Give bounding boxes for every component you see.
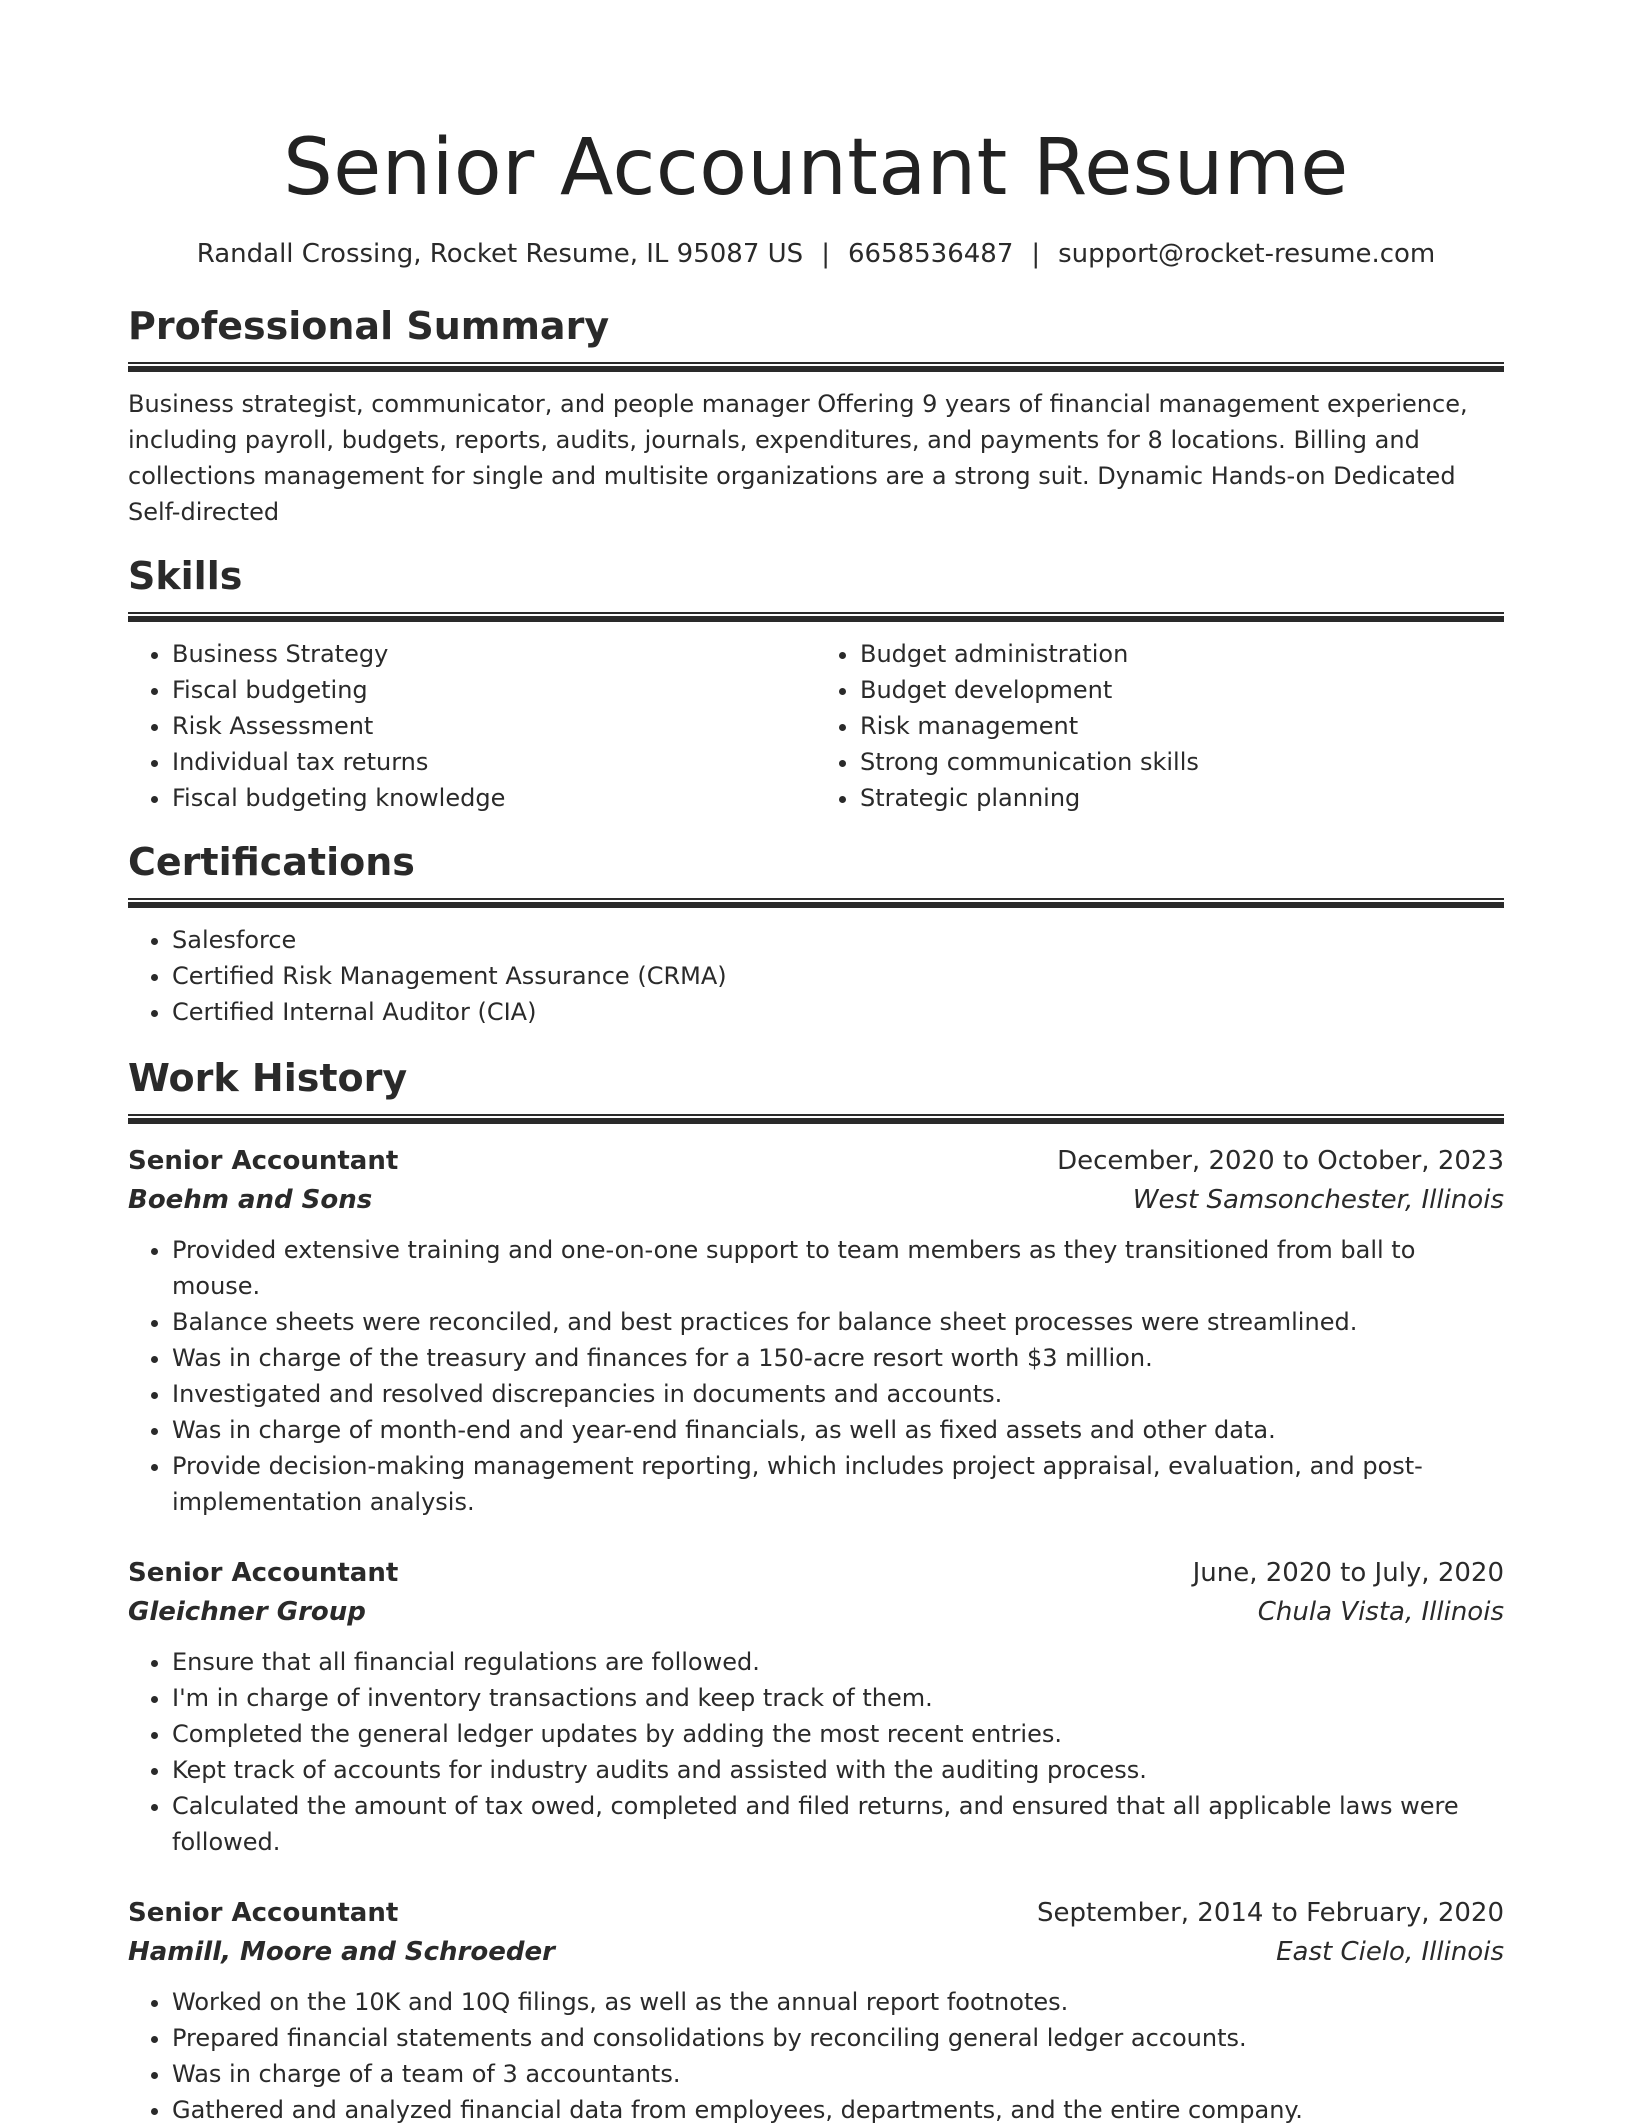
job-bullets <box>128 1644 1504 1860</box>
list-item: • Budget development <box>860 672 1504 708</box>
job-entry <box>128 1142 1504 1520</box>
list-item: • Certified Risk Management Assurance (CRMA) <box>172 958 1504 994</box>
skills-section <box>128 550 1504 816</box>
list-item: • Risk management <box>860 708 1504 744</box>
list-item: • Ensure that all financial regulations are followed. <box>172 1644 1504 1680</box>
summary-text: Business strategist, communicator, and people manager Offering 9 years of financial management experience, including payroll, budgets, reports, audits, journals, expenditures, and payments for 8 locations. Billing and collections management for single and multisite organizations are a strong suit. Dynamic Hands-on Dedicated Self-directed <box>128 390 1468 526</box>
list-item: • Provide decision-making management reporting, which includes project appraisal, evaluation, and post-implementation analysis. <box>172 1448 1504 1520</box>
list-item: • Certified Internal Auditor (CIA) <box>172 994 1504 1030</box>
list-item: • Kept track of accounts for industry audits and assisted with the auditing process. <box>172 1752 1504 1788</box>
separator: | <box>821 239 830 269</box>
job-dates: September, 2014 to February, 2020 <box>1037 1898 1504 1928</box>
job-company: Hamill, Moore and Schroeder <box>128 1937 555 1967</box>
email: support@rocket-resume.com <box>1058 239 1436 269</box>
list-item: • Was in charge of the treasury and finances for a 150-acre resort worth $3 million. <box>172 1340 1504 1376</box>
list-item: • I'm in charge of inventory transactions and keep track of them. <box>172 1680 1504 1716</box>
section-divider <box>128 1114 1504 1124</box>
phone: 6658536487 <box>847 239 1014 269</box>
job-title: Senior Accountant <box>128 1898 399 1928</box>
list-item: • Was in charge of month-end and year-end financials, as well as fixed assets and other data. <box>172 1412 1504 1448</box>
certifications-list <box>128 922 1504 1030</box>
list-item: • Investigated and resolved discrepancies in documents and accounts. <box>172 1376 1504 1412</box>
list-item: • Provided extensive training and one-on-one support to team members as they transitioned from ball to mouse. <box>172 1232 1504 1304</box>
list-item: • Worked on the 10K and 10Q filings, as well as the annual report footnotes. <box>172 1984 1504 2020</box>
job-location: East Cielo, Illinois <box>1276 1937 1504 1967</box>
section-heading: Work History <box>128 1056 408 1100</box>
section-heading: Professional Summary <box>128 304 610 348</box>
section-heading: Skills <box>128 554 243 598</box>
list-item: • Completed the general ledger updates by adding the most recent entries. <box>172 1716 1504 1752</box>
job-company: Gleichner Group <box>128 1597 366 1627</box>
list-item: • Budget administration <box>860 636 1504 672</box>
list-item: • Risk Assessment <box>172 708 816 744</box>
section-divider <box>128 362 1504 372</box>
list-item: • Salesforce <box>172 922 1504 958</box>
list-item: • Fiscal budgeting <box>172 672 816 708</box>
list-item: • Gathered and analyzed financial data from employees, departments, and the entire company. <box>172 2092 1504 2128</box>
list-item: • Was in charge of a team of 3 accountants. <box>172 2056 1504 2092</box>
job-location: West Samsonchester, Illinois <box>1132 1185 1504 1215</box>
summary-section <box>128 300 1504 530</box>
job-bullets <box>128 1232 1504 1520</box>
job-entry <box>128 1894 1504 2128</box>
contact-line <box>128 236 1504 272</box>
page-title: Senior Accountant Resume <box>283 123 1349 213</box>
skills-list-left <box>128 636 816 816</box>
address: Randall Crossing, Rocket Resume, IL 95087 US <box>196 239 804 269</box>
separator: | <box>1031 239 1041 269</box>
list-item: • Prepared financial statements and consolidations by reconciling general ledger accounts. <box>172 2020 1504 2056</box>
list-item: • Individual tax returns <box>172 744 816 780</box>
list-item: • Strategic planning <box>860 780 1504 816</box>
job-title: Senior Accountant <box>128 1558 399 1588</box>
list-item: • Strong communication skills <box>860 744 1504 780</box>
list-item: • Balance sheets were reconciled, and best practices for balance sheet processes were streamlined. <box>172 1304 1504 1340</box>
job-dates: June, 2020 to July, 2020 <box>1192 1558 1504 1588</box>
job-bullets <box>128 1984 1504 2128</box>
job-company: Boehm and Sons <box>128 1185 373 1215</box>
job-entry <box>128 1554 1504 1860</box>
job-location: Chula Vista, Illinois <box>1257 1597 1504 1627</box>
list-item: • Business Strategy <box>172 636 816 672</box>
section-heading: Certifications <box>128 840 415 884</box>
work-history-section <box>128 1052 1504 2128</box>
skills-grid <box>128 636 1504 816</box>
job-dates: December, 2020 to October, 2023 <box>1057 1146 1504 1176</box>
list-item: • Fiscal budgeting knowledge <box>172 780 816 816</box>
certifications-section <box>128 836 1504 1030</box>
job-title: Senior Accountant <box>128 1146 399 1176</box>
list-item: • Calculated the amount of tax owed, completed and filed returns, and ensured that all applicable laws were followed. <box>172 1788 1504 1860</box>
section-divider <box>128 612 1504 622</box>
section-divider <box>128 898 1504 908</box>
skills-list-right <box>816 636 1504 816</box>
